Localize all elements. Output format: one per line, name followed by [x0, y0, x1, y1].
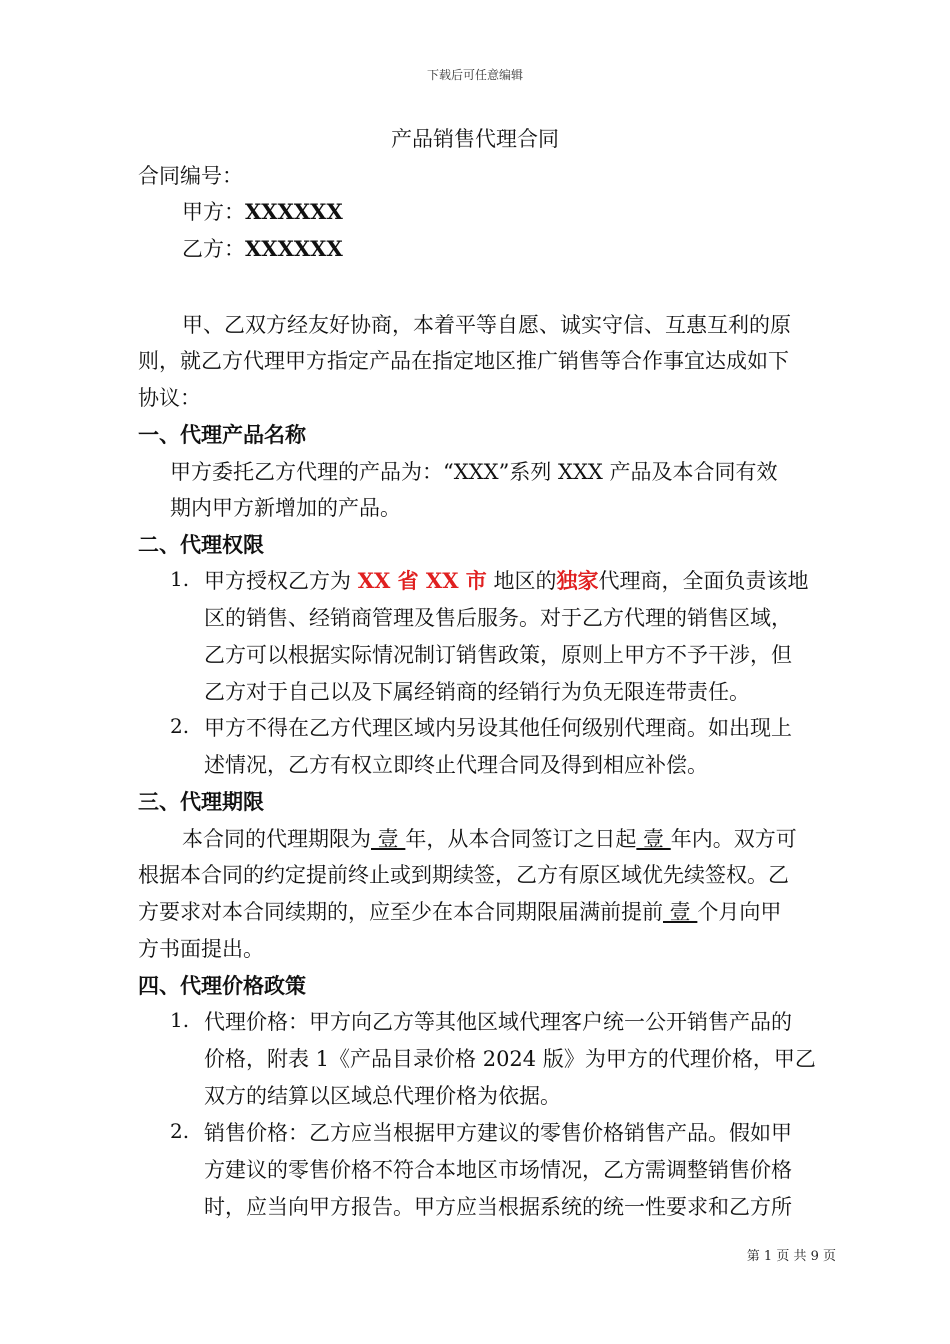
term-text: 本合同的代理期限为 — [182, 827, 371, 851]
notice-months-blank: 壹 — [663, 900, 698, 924]
section-3-line-3 — [138, 896, 781, 926]
party-b-label: 乙方： — [182, 237, 245, 261]
item-text: 甲方授权乙方为 — [204, 569, 358, 593]
section-2-item-2-line-1: 甲方不得在乙方代理区域内另设其他任何级别代理商。如出现上 — [204, 716, 792, 740]
section-4-item-2-line-2: 方建议的零售价格不符合本地区市场情况，乙方需调整销售价格 — [204, 1158, 792, 1182]
section-2-item-1-line-4: 乙方对于自己以及下属经销商的经销行为负无限连带责任。 — [204, 680, 750, 704]
section-2-item-1-number: 1. — [170, 567, 190, 591]
term-text: 年内。双方可 — [670, 827, 797, 851]
section-4-item-1-number: 1. — [170, 1008, 190, 1032]
term-within-years-blank: 壹 — [636, 827, 671, 851]
section-4-item-1-line-3: 双方的结算以区域总代理价格为依据。 — [204, 1084, 561, 1108]
term-text: 个月向甲 — [697, 900, 782, 924]
section-4-item-1-line-2: 价格，附表 1《产品目录价格 2024 版》为甲方的代理价格，甲乙 — [204, 1047, 816, 1071]
section-4-item-1-line-1: 代理价格：甲方向乙方等其他区域代理客户统一公开销售产品的 — [204, 1010, 792, 1034]
section-3-line-2: 根据本合同的约定提前终止或到期续签，乙方有原区域优先续签权。乙 — [138, 863, 789, 887]
section-4-item-2-number: 2. — [170, 1119, 190, 1143]
section-4-heading: 四、代理价格政策 — [138, 973, 306, 998]
section-3-line-1 — [182, 823, 797, 853]
section-4-item-2-line-1: 销售价格：乙方应当根据甲方建议的零售价格销售产品。假如甲 — [204, 1121, 792, 1145]
document-title: 产品销售代理合同 — [391, 127, 559, 151]
section-1-heading: 一、代理产品名称 — [138, 422, 306, 447]
section-2-item-1-line-1 — [204, 565, 808, 595]
item-text: 代理商，全面负责该地 — [598, 569, 809, 593]
page-footer: 第 1 页 共 9 页 — [746, 1249, 836, 1264]
term-text: 年，从本合同签订之日起 — [405, 827, 637, 851]
item-text: 地区的 — [486, 569, 557, 593]
term-years-blank: 壹 — [371, 827, 406, 851]
page-header: 下载后可任意编辑 — [426, 68, 523, 82]
section-2-item-1-line-2: 区的销售、经销商管理及售后服务。对于乙方代理的销售区域， — [204, 606, 792, 630]
section-1-line-1: 甲方委托乙方代理的产品为：“XXX”系列 XXX 产品及本合同有效 — [170, 460, 778, 484]
section-2-item-2-line-2: 述情况，乙方有权立即终止代理合同及得到相应补偿。 — [204, 753, 708, 777]
section-1-line-2: 期内甲方新增加的产品。 — [170, 496, 401, 520]
authorized-region: XX 省 XX 市 — [357, 568, 487, 593]
intro-line-2: 则，就乙方代理甲方指定产品在指定地区推广销售等合作事宜达成如下 — [138, 349, 789, 373]
contract-number-label: 合同编号： — [138, 164, 243, 188]
term-text: 方要求对本合同续期的，应至少在本合同期限届满前提前 — [138, 900, 663, 924]
exclusive-highlight: 独家 — [556, 568, 599, 593]
intro-line-3: 协议： — [138, 386, 201, 410]
party-b-line — [182, 233, 343, 263]
party-b-value: XXXXXX — [245, 236, 343, 261]
section-3-line-4: 方书面提出。 — [138, 937, 264, 961]
section-4-item-2-line-3: 时，应当向甲方报告。甲方应当根据系统的统一性要求和乙方所 — [204, 1195, 792, 1219]
section-2-heading: 二、代理权限 — [138, 532, 264, 557]
section-2-item-1-line-3: 乙方可以根据实际情况制订销售政策，原则上甲方不予干涉，但 — [204, 643, 792, 667]
section-3-heading: 三、代理期限 — [138, 789, 264, 814]
party-a-label: 甲方： — [182, 200, 245, 224]
party-a-line — [182, 196, 343, 226]
section-2-item-2-number: 2. — [170, 714, 190, 738]
party-a-value: XXXXXX — [245, 199, 343, 224]
intro-line-1: 甲、乙双方经友好协商，本着平等自愿、诚实守信、互惠互利的原 — [182, 313, 791, 337]
